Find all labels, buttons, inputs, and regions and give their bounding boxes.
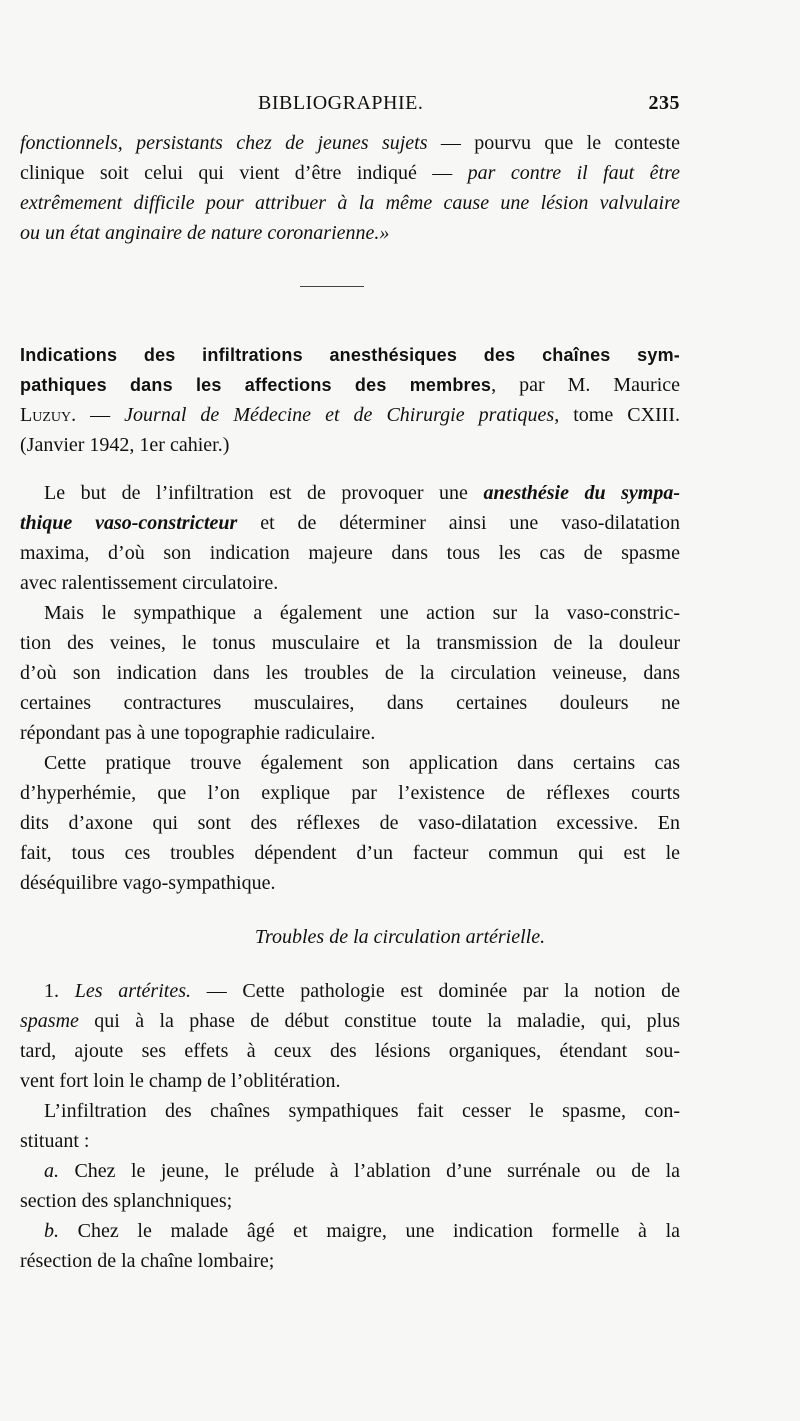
body-line bbox=[20, 658, 680, 688]
text-run: 1. bbox=[44, 980, 75, 1002]
text-run: anesthésie du sympa- bbox=[483, 482, 680, 504]
body-line bbox=[20, 808, 680, 838]
text-run: clinique soit celui qui vient d’être indiqué — bbox=[20, 162, 468, 184]
section-heading: Troubles de la circulation artérielle. bbox=[254, 926, 546, 948]
text-run: qui à la phase de début constitue toute la maladie, qui, plus bbox=[78, 1010, 680, 1032]
section-line bbox=[20, 1096, 680, 1126]
body-line bbox=[20, 568, 680, 598]
text-run: . — bbox=[71, 404, 125, 426]
intro-line bbox=[20, 158, 680, 188]
body-line bbox=[20, 688, 680, 718]
text-run: pathiques dans les affections des membres bbox=[20, 375, 492, 395]
citation-line bbox=[20, 340, 680, 370]
text-run: Cette pratique trouve également son application dans certains cas bbox=[44, 752, 680, 774]
text-run: Le but de l’infiltration est de provoquer une bbox=[44, 482, 484, 504]
text-run: , par M. Maurice bbox=[491, 374, 681, 396]
text-run: L’infiltration des chaînes sympathiques fait cesser le spasme, con- bbox=[44, 1100, 680, 1122]
body-line bbox=[20, 538, 680, 568]
text-run: déséquilibre vago-sympathique. bbox=[20, 872, 276, 894]
citation-line bbox=[20, 400, 680, 430]
text-run: Les artérites. bbox=[74, 980, 191, 1002]
body-line bbox=[20, 778, 680, 808]
text-run: extrêmement difficile pour attribuer à la même cause une lésion valvulaire bbox=[20, 192, 680, 214]
text-run: résection de la chaîne lombaire; bbox=[20, 1250, 275, 1272]
section-divider bbox=[300, 286, 364, 287]
text-run: tard, ajoute ses effets à ceux des lésions organiques, étendant sou- bbox=[20, 1040, 680, 1062]
body-line bbox=[20, 748, 680, 778]
running-title: BIBLIOGRAPHIE. bbox=[258, 92, 424, 114]
intro-line bbox=[20, 218, 680, 248]
body-line bbox=[20, 718, 680, 748]
text-run: tion des veines, le tonus musculaire et la transmission de la douleur bbox=[20, 632, 680, 654]
text-run: ou un état anginaire de nature coronarienne.» bbox=[20, 222, 390, 244]
section-line bbox=[20, 1126, 680, 1156]
section-body bbox=[20, 976, 680, 1276]
text-run: Indications des infiltrations anesthésiques des chaînes sym- bbox=[20, 345, 680, 365]
intro-paragraph bbox=[20, 128, 680, 248]
text-run: stituant : bbox=[20, 1130, 90, 1152]
text-run: (Janvier 1942, 1er cahier.) bbox=[20, 434, 230, 456]
text-run: par contre il faut être bbox=[467, 162, 680, 184]
text-run: et de déterminer ainsi une vaso-dilatation bbox=[237, 512, 680, 534]
text-run: certaines contractures musculaires, dans certaines douleurs ne bbox=[20, 692, 680, 714]
intro-line bbox=[20, 128, 680, 158]
text-run: Journal de Médecine et de Chirurgie pratiques bbox=[124, 404, 555, 426]
running-header bbox=[20, 92, 680, 122]
section-line bbox=[20, 1036, 680, 1066]
text-run: — pourvu que le conteste bbox=[427, 132, 680, 154]
text-run: vent fort loin le champ de l’oblitération. bbox=[20, 1070, 341, 1092]
text-run: fait, tous ces troubles dépendent d’un facteur commun qui est le bbox=[20, 842, 680, 864]
intro-line bbox=[20, 188, 680, 218]
body-line bbox=[20, 628, 680, 658]
text-run: d’hyperhémie, que l’on explique par l’existence de réflexes courts bbox=[20, 782, 680, 804]
text-run: Mais le sympathique a également une action sur la vaso-constric- bbox=[44, 602, 680, 624]
article-body bbox=[20, 478, 680, 898]
citation-line bbox=[20, 370, 680, 400]
text-run: dits d’axone qui sont des réflexes de vaso-dilatation excessive. En bbox=[20, 812, 680, 834]
citation-line bbox=[20, 430, 680, 460]
text-run: — Cette pathologie est dominée par la notion de bbox=[190, 980, 681, 1002]
text-run: thique vaso-constricteur bbox=[20, 512, 238, 534]
text-run: maxima, d’où son indication majeure dans tous les cas de spasme bbox=[20, 542, 680, 564]
section-line bbox=[20, 1006, 680, 1036]
text-run: b. bbox=[44, 1220, 78, 1242]
text-run: Chez le malade âgé et maigre, une indication formelle à la bbox=[77, 1220, 681, 1242]
text-run: Luzuy bbox=[20, 404, 72, 426]
section-line bbox=[20, 1066, 680, 1096]
section-line bbox=[20, 1186, 680, 1216]
text-run: , tome CXIII. bbox=[554, 404, 680, 426]
body-line bbox=[20, 508, 680, 538]
page-number: 235 bbox=[648, 92, 680, 114]
section-line bbox=[20, 1216, 680, 1246]
text-run: spasme bbox=[20, 1010, 79, 1032]
text-run: a. bbox=[44, 1160, 75, 1182]
body-line bbox=[20, 838, 680, 868]
text-run: avec ralentissement circulatoire. bbox=[20, 572, 279, 594]
body-line bbox=[20, 868, 680, 898]
section-line bbox=[20, 976, 680, 1006]
text-run: répondant pas à une topographie radiculaire. bbox=[20, 722, 376, 744]
text-run: fonctionnels, persistants chez de jeunes sujets bbox=[20, 132, 428, 154]
section-line bbox=[20, 1156, 680, 1186]
section-line bbox=[20, 1246, 680, 1276]
text-run: d’où son indication dans les troubles de la circulation veineuse, dans bbox=[20, 662, 680, 684]
article-citation bbox=[20, 340, 680, 460]
text-run: section des splanchniques; bbox=[20, 1190, 233, 1212]
text-run: Chez le jeune, le prélude à l’ablation d’une surrénale ou de la bbox=[74, 1160, 681, 1182]
body-line bbox=[20, 598, 680, 628]
body-line bbox=[20, 478, 680, 508]
